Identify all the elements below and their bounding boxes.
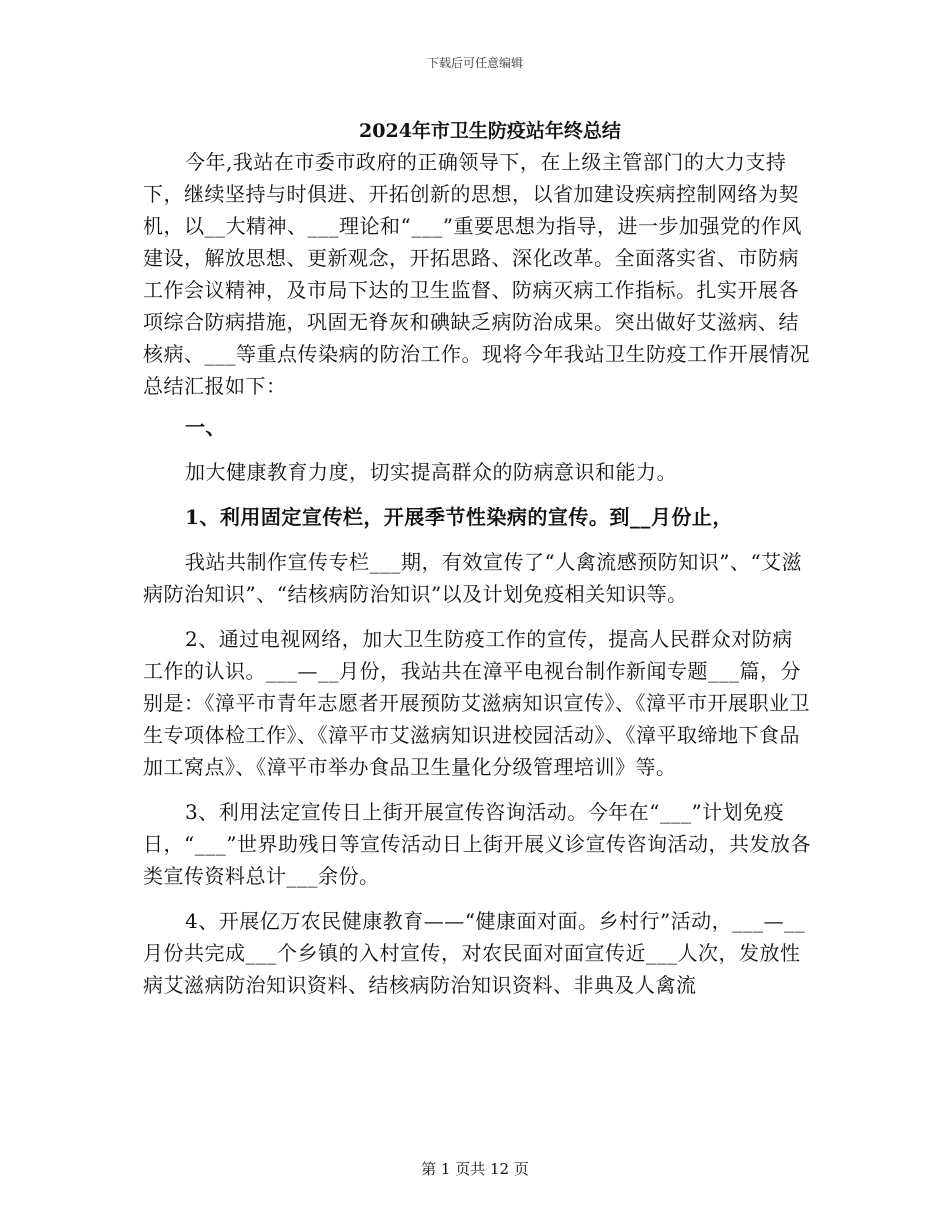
item-4-paragraph: 4、开展亿万农民健康教育——“健康面对面。乡村行”活动，___—__月份共完成___个乡镇的入村宣传，对农民面对面宣传近___人次，发放性病艾滋病防治知识资料、结核病防治知识资料、非典及人禽流 — [143, 909, 806, 997]
intro-paragraph: 今年,我站在市委市政府的正确领导下，在上级主管部门的大力支持下，继续坚持与时俱进、开拓创新的思想，以省加建设疾病控制网络为契机，以__大精神、___理论和“___”重要思想为指导，进一步加强党的作风建设，解放思想、更新观念，开拓思路、深化改革。全面落实省、市防病工作会议精神，及市局下达的卫生监督、防病灭病工作指标。扎实开展各项综合防病措施，巩固无脊灰和碘缺乏病防治成果。突出做好艾滋病、结核病、___等重点传染病的防治工作。现将今年我站卫生防疫工作开展情况总结汇报如下： — [143, 150, 810, 398]
section-heading-1: 一、 — [185, 415, 226, 439]
section-lead-paragraph: 加大健康教育力度，切实提高群众的防病意识和能力。 — [185, 460, 677, 484]
document-body — [143, 146, 813, 1001]
item-1-paragraph: 我站共制作宣传专栏___期，有效宣传了“人禽流感预防知识”、“艾滋病防治知识”、“结核病防治知识”以及计划免疫相关知识等。 — [143, 550, 803, 606]
download-note: 下载后可任意编辑 — [426, 56, 523, 70]
page-number: 第 1 页共 12 页 — [421, 1160, 529, 1178]
item-3-paragraph: 3、利用法定宣传日上街开展宣传咨询活动。今年在“___”计划免疫日，“___”世界助残日等宣传活动日上街开展义诊宣传咨询活动，共发放各类宣传资料总计___余份。 — [143, 800, 811, 888]
item-2-paragraph: 2、通过电视网络，加大卫生防疫工作的宣传，提高人民群众对防病工作的认识。___—__月份，我站共在漳平电视台制作新闻专题___篇，分别是：《漳平市青年志愿者开展预防艾滋病知识宣传》、《漳平市开展职业卫生专项体检工作》、《漳平市艾滋病知识进校园活动》、《漳平取缔地下食品加工窝点》、《漳平市举办食品卫生量化分级管理培训》等。 — [143, 627, 810, 779]
item-1-heading: 1、利用固定宣传栏，开展季节性染病的宣传。到__月份止， — [185, 505, 733, 529]
document-title: 2024年市卫生防疫站年终总结 — [359, 120, 621, 142]
